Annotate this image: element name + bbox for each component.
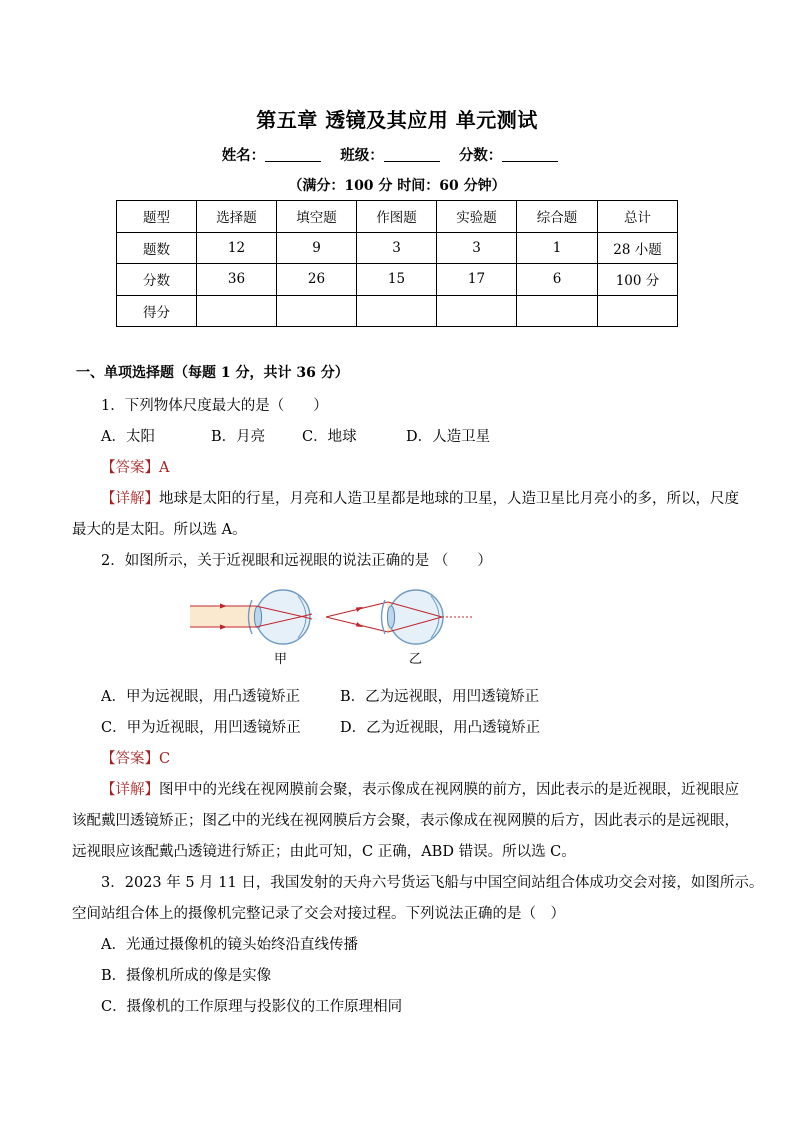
jia-beam-fill	[190, 606, 255, 627]
detail-text: 地球是太阳的行星，月亮和人造卫星都是地球的卫星，人造卫星比月亮小的多，所以，尺度	[159, 491, 739, 507]
q2-option-d[interactable]: D．乙为近视眼，用凸透镜矫正	[340, 720, 541, 736]
score-blank[interactable]	[502, 147, 558, 162]
score-table-row	[117, 295, 678, 327]
score-entry-cell[interactable]	[598, 295, 678, 327]
section-heading: 一、单项选择题（每题 1 分，共计 36 分）	[76, 365, 349, 381]
answer-value: C	[159, 751, 171, 767]
class-blank[interactable]	[384, 147, 440, 162]
score-entry-cell[interactable]	[277, 295, 357, 327]
q3-option-a[interactable]: A．光通过摄像机的镜头始终沿直线传播	[101, 937, 358, 953]
score-table-cell: 得分	[117, 295, 197, 327]
score-table-cell: 选择题	[197, 201, 277, 233]
score-table-cell: 填空题	[277, 201, 357, 233]
q2-option-a[interactable]: A．甲为远视眼，用凸透镜矫正	[101, 689, 300, 705]
detail-tag: 【详解】	[101, 782, 159, 798]
q3-stem-line-1: 3．2023 年 5 月 11 日，我国发射的天舟六号货运飞船与中国空间站组合体成功交会对接，如图所示。	[101, 875, 764, 891]
exam-meta: （满分：100 分 时间：60 分钟）	[288, 178, 506, 194]
q1-detail-line-1	[101, 487, 739, 508]
q1-option-a[interactable]: A．太阳	[101, 429, 155, 445]
yi-arrow-bottom	[356, 622, 363, 627]
q2-option-b[interactable]: B．乙为远视眼，用凹透镜矫正	[340, 689, 540, 705]
score-entry-cell[interactable]	[197, 295, 277, 327]
score-table-cell: 12	[197, 232, 277, 264]
yi-arrow-top	[356, 607, 363, 612]
q2-stem: 2．如图所示，关于近视眼和远视眼的说法正确的是 （ ）	[101, 553, 492, 569]
score-table-cell: 6	[517, 264, 598, 296]
score-table-cell: 总计	[598, 201, 678, 233]
score-entry-cell[interactable]	[437, 295, 517, 327]
q2-detail-line-3: 远视眼应该配戴凸透镜进行矫正；由此可知，C 正确，ABD 错误。所以选 C。	[72, 844, 576, 860]
q1-option-c[interactable]: C．地球	[302, 429, 357, 445]
yi-cornea	[382, 600, 386, 634]
eye-diagram	[190, 580, 480, 672]
score-table-cell: 36	[197, 264, 277, 296]
q1-stem: 1．下列物体尺度最大的是（ ）	[101, 398, 328, 414]
score-table-row	[117, 264, 678, 296]
answer-tag: 【答案】	[101, 460, 159, 476]
score-entry-cell[interactable]	[357, 295, 437, 327]
q1-answer	[101, 456, 169, 477]
q3-stem-line-2: 空间站组合体上的摄像机完整记录了交会对接过程。下列说法正确的是（ ）	[72, 906, 565, 922]
q2-detail-line-2: 该配戴凹透镜矫正；图乙中的光线在视网膜后方会聚，表示像成在视网膜的后方，因此表示的是远视眼，	[72, 813, 739, 829]
score-table-cell: 题型	[117, 201, 197, 233]
answer-value: A	[159, 460, 170, 476]
score-table-cell: 实验题	[437, 201, 517, 233]
q1-detail-line-2: 最大的是太阳。所以选 A。	[72, 522, 247, 538]
label-jia: 甲	[274, 652, 288, 667]
name-blank[interactable]	[265, 147, 321, 162]
score-table-cell: 9	[277, 232, 357, 264]
q2-detail-line-1	[101, 778, 739, 799]
name-label: 姓名：	[221, 147, 266, 164]
score-table-row	[117, 232, 678, 264]
score-table-cell: 3	[437, 232, 517, 264]
score-table-cell: 26	[277, 264, 357, 296]
score-table-cell: 28 小题	[598, 232, 678, 264]
q2-answer	[101, 747, 170, 768]
score-table-cell: 1	[517, 232, 598, 264]
q1-option-d[interactable]: D．人造卫星	[406, 429, 491, 445]
answer-tag: 【答案】	[101, 751, 159, 767]
q3-option-b[interactable]: B．摄像机所成的像是实像	[101, 968, 272, 984]
student-info	[0, 144, 794, 165]
page-title: 第五章 透镜及其应用 单元测试	[256, 108, 538, 132]
q3-option-c[interactable]: C．摄像机的工作原理与投影仪的工作原理相同	[101, 999, 403, 1015]
score-table-cell: 17	[437, 264, 517, 296]
score-table-row	[117, 201, 678, 233]
q1-option-b[interactable]: B．月亮	[211, 429, 266, 445]
score-table-cell: 综合题	[517, 201, 598, 233]
detail-tag: 【详解】	[101, 491, 159, 507]
q2-option-c[interactable]: C．甲为近视眼，用凹透镜矫正	[101, 720, 301, 736]
score-label: 分数：	[458, 147, 503, 164]
score-table-cell: 15	[357, 264, 437, 296]
score-table-cell: 作图题	[357, 201, 437, 233]
score-table-cell: 100 分	[598, 264, 678, 296]
score-table	[116, 200, 678, 327]
score-entry-cell[interactable]	[517, 295, 598, 327]
score-table-cell: 3	[357, 232, 437, 264]
detail-text: 图甲中的光线在视网膜前会聚，表示像成在视网膜的前方，因此表示的是近视眼，近视眼应	[159, 782, 739, 798]
score-table-cell: 分数	[117, 264, 197, 296]
class-label: 班级：	[340, 147, 384, 164]
jia-lens	[254, 606, 261, 628]
label-yi: 乙	[409, 652, 423, 667]
yi-eyeball	[389, 590, 443, 644]
score-table-cell: 题数	[117, 232, 197, 264]
yi-lens	[387, 606, 394, 628]
